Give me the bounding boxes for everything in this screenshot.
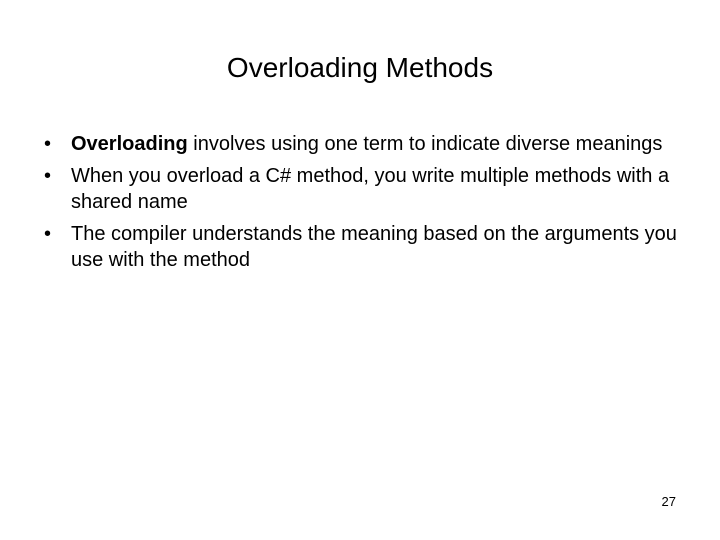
slide-title: Overloading Methods [226, 52, 494, 83]
bullet-marker: • [44, 133, 52, 155]
bullet-text: When you overload a C# method, you write multiple methods with a shared name [71, 165, 670, 213]
bullet-marker: • [44, 223, 52, 245]
bullet-marker: • [44, 165, 52, 187]
bullet-list [44, 131, 684, 279]
bullet-item-compiler [44, 221, 684, 273]
page-number: 27 [661, 494, 676, 509]
bullet-item-overload-method [44, 163, 684, 215]
bullet-text: involves using one term to indicate diverse meanings [187, 133, 663, 155]
bullet-bold-term: Overloading [71, 133, 188, 155]
bullet-text: The compiler understands the meaning based on the arguments you use with the method [71, 223, 677, 271]
bullet-item-overloading [44, 131, 684, 157]
